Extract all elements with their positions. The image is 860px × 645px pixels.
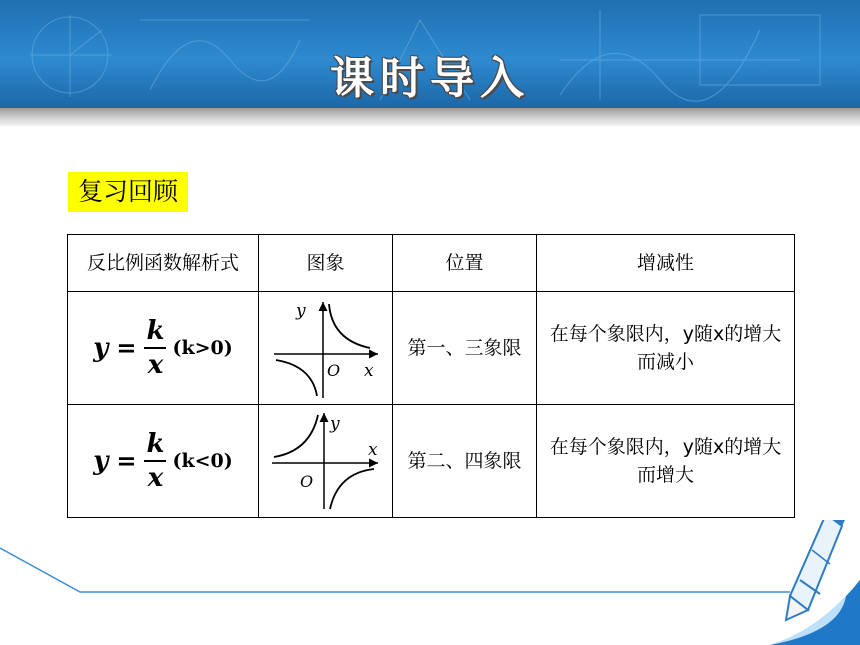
table-row — [68, 292, 795, 405]
formula-cell — [68, 292, 259, 405]
y-axis-label: y — [329, 414, 340, 434]
hyperbola-graph-k-negative — [266, 409, 386, 513]
origin-label: O — [299, 472, 313, 491]
x-axis-label: x — [367, 440, 378, 460]
formula-cell — [68, 405, 259, 518]
formula-condition: (k>0) — [172, 337, 233, 359]
header-cell-monotonicity: 增减性 — [537, 235, 795, 292]
fraction — [144, 428, 166, 494]
monotonicity-cell: 在每个象限内，y随x的增大而减小 — [537, 292, 795, 405]
curve-quadrant-2 — [274, 415, 318, 457]
curve-quadrant-4 — [330, 469, 374, 509]
bottom-decoration — [0, 520, 860, 645]
formula-equals: = — [116, 446, 137, 475]
fraction — [144, 315, 166, 381]
graph-cell — [259, 292, 393, 405]
fraction-denominator: x — [147, 350, 164, 380]
formula-condition: (k<0) — [172, 450, 233, 472]
fraction-denominator: x — [147, 463, 164, 493]
header-banner — [0, 0, 860, 108]
curve-quadrant-1 — [329, 304, 370, 348]
x-axis-label: x — [363, 361, 374, 381]
pen-icon — [786, 520, 846, 620]
graph-cell — [259, 405, 393, 518]
formula — [93, 428, 233, 494]
header-cell-position: 位置 — [393, 235, 537, 292]
y-axis-label: y — [295, 301, 306, 321]
monotonicity-cell: 在每个象限内，y随x的增大而增大 — [537, 405, 795, 518]
header-cell-formula: 反比例函数解析式 — [68, 235, 259, 292]
hyperbola-graph-k-positive — [266, 296, 386, 400]
curve-quadrant-3 — [276, 360, 317, 396]
swoosh-line — [0, 548, 790, 592]
page-title: 课时导入 — [330, 53, 530, 104]
formula — [93, 315, 233, 381]
origin-label: O — [326, 361, 340, 380]
section-label: 复习回顾 — [68, 172, 188, 212]
formula-lhs: y — [93, 333, 109, 363]
position-cell: 第二、四象限 — [393, 405, 537, 518]
formula-equals: = — [116, 333, 137, 362]
position-cell: 第一、三象限 — [393, 292, 537, 405]
fraction-numerator: k — [146, 429, 165, 459]
table-header-row — [68, 235, 795, 292]
review-table — [67, 234, 795, 518]
fraction-numerator: k — [146, 316, 165, 346]
header-divider — [0, 108, 860, 126]
table-row — [68, 405, 795, 518]
formula-lhs: y — [93, 446, 109, 476]
header-cell-graph: 图象 — [259, 235, 393, 292]
